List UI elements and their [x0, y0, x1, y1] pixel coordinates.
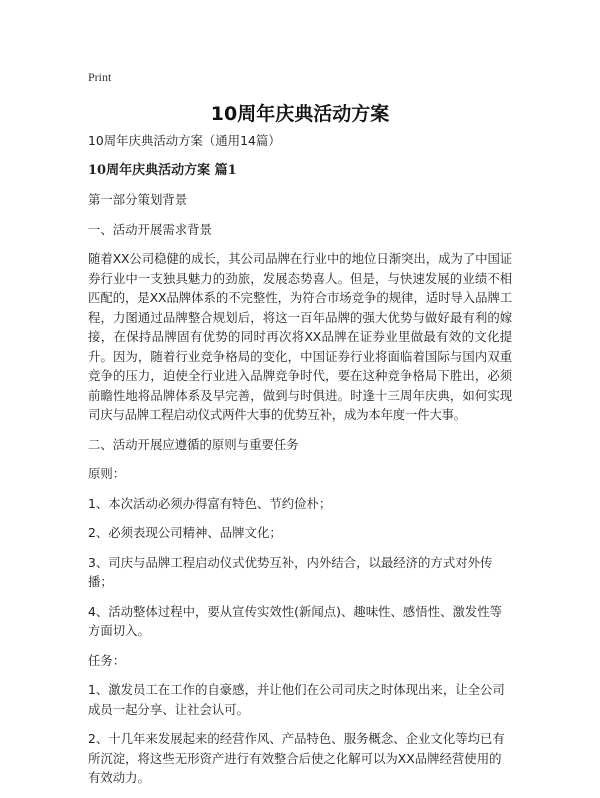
intro-line: 10周年庆典活动方案（通用14篇）	[88, 133, 281, 148]
heading-2: 二、活动开展应遵循的原则与重要任务	[88, 436, 299, 452]
principle-1: 1、本次活动必须办得富有特色、节约俭朴；	[88, 495, 332, 511]
heading-1: 一、活动开展需求背景	[88, 221, 212, 237]
paragraph-background: 随着XX公司稳健的成长，其公司品牌在行业中的地位日渐突出，成为了中国证券行业中一支独具魅力的劲旅，发展态势喜人。但是，与快速发展的业绩不相匹配的，是XX品牌体系的不完整性，为符合市场竞争的规律，适时导入品牌工程，力图通过品牌整合规划后，将这一百年品牌的强大优势与做好最有利的嫁接，在保持品牌固有优势的同时再次将XX品牌在证券业里做最有效的文化提升。因为，随着行业竞争格局的变化，中国证券行业将面临着国际与国内双重竞争的压力，迫使全行业进入品牌竞争时代，要在这种竞争格局下胜出，必须前瞻性地将品牌体系及早完善，做到与时俱进。时逢十三周年庆典，如何实现司庆与品牌工程启动仪式两件大事的优势互补，成为本年度一件大事。	[88, 251, 512, 422]
print-link[interactable]: Print	[88, 70, 112, 84]
section-title: 10周年庆典活动方案 篇1	[88, 162, 237, 178]
task-2: 2、十几年来发展起来的经营作风、产品特色、服务概念、企业文化等均已有所沉淀，将这些无形资产进行有效整合后使之化解可以为XX品牌经营使用的有效动力。	[88, 731, 505, 785]
page-title: 10周年庆典活动方案	[210, 103, 390, 125]
part-heading: 第一部分策划背景	[88, 192, 188, 207]
principle-2: 2、必须表现公司精神、品牌文化；	[88, 525, 282, 540]
tasks-label: 任务：	[88, 652, 126, 668]
principle-3: 3、司庆与品牌工程启动仪式优势互补，内外结合，以最经济的方式对外传播；	[88, 554, 493, 589]
principle-4: 4、活动整体过程中，要从宣传实效性(新闻点)、趣味性、感悟性、激发性等方面切入。	[88, 603, 503, 638]
principles-label: 原则：	[88, 466, 126, 481]
task-1: 1、激发员工在工作的自豪感，并让他们在公司司庆之时体现出来，让全公司成员一起分享、让社会认可。	[88, 682, 505, 717]
document-body	[88, 131, 512, 798]
